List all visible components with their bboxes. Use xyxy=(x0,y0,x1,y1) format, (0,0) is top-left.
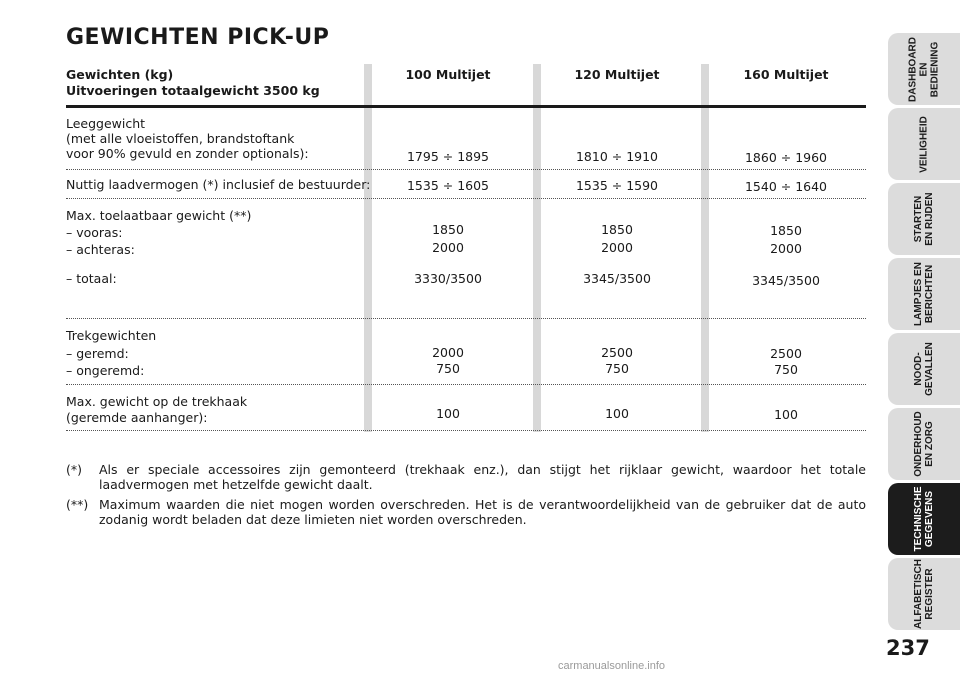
watermark: carmanualsonline.info xyxy=(558,660,666,672)
table-bottom-divider xyxy=(66,430,866,431)
header-divider xyxy=(66,105,866,108)
row-label-front-axle: – vooras: xyxy=(66,225,123,240)
row-label-braked: – geremd: xyxy=(66,346,129,361)
front-axle-160: 1850 xyxy=(770,223,802,238)
tab-safety[interactable] xyxy=(888,108,960,180)
column-header-100: 100 Multijet xyxy=(405,67,491,82)
row-divider xyxy=(66,198,866,199)
towing-unbraked-120: 750 xyxy=(605,361,629,376)
empty-weight-160: 1860 ÷ 1960 xyxy=(744,150,828,165)
towbar-load-120: 100 xyxy=(605,406,629,421)
footnote-marker: (*) xyxy=(66,462,83,477)
row-label-empty-weight-detail: (met alle vloeistoffen, brandstoftank xyxy=(66,131,295,146)
rear-axle-100: 2000 xyxy=(432,240,464,255)
page-number: 237 xyxy=(886,636,930,660)
footnote-1 xyxy=(66,462,866,494)
total-weight-100: 3330/3500 xyxy=(414,271,482,286)
header-label-versions: Uitvoeringen totaalgewicht 3500 kg xyxy=(66,83,320,98)
payload-120: 1535 ÷ 1590 xyxy=(575,178,659,193)
payload-100: 1535 ÷ 1605 xyxy=(406,178,490,193)
rear-axle-160: 2000 xyxy=(770,241,802,256)
tab-dashboard[interactable] xyxy=(888,33,960,105)
row-label-unbraked: – ongeremd: xyxy=(66,363,145,378)
tab-label: LAMPJES EN BERICHTEN xyxy=(913,262,935,326)
row-divider xyxy=(66,384,866,385)
tab-label: TECHNISCHE GEGEVENS xyxy=(913,486,935,552)
tab-starting-driving[interactable] xyxy=(888,183,960,255)
tab-label: ALFABETISCH REGISTER xyxy=(913,559,935,629)
row-label-empty-weight: Leeggewicht xyxy=(66,116,146,131)
towing-unbraked-100: 750 xyxy=(436,361,460,376)
footnote-text: Als er speciale accessoires zijn gemonteerd (trekhaak enz.), dan stijgt het rijklaar gewicht, waardoor het totale laadvermogen met hetzelfde gewicht daalt. xyxy=(99,462,866,492)
column-header-120: 120 Multijet xyxy=(574,67,660,82)
footnote-text: Maximum waarden die niet mogen worden overschreden. Het is de verantwoordelijkheid van de gebruiker dat de auto zodanig wordt beladen dat deze limieten niet worden overschreden. xyxy=(99,497,866,527)
row-divider xyxy=(66,169,866,170)
tab-label: NOOD- GEVALLEN xyxy=(913,342,935,396)
front-axle-100: 1850 xyxy=(432,222,464,237)
towing-braked-160: 2500 xyxy=(770,346,802,361)
total-weight-160: 3345/3500 xyxy=(752,273,820,288)
empty-weight-120: 1810 ÷ 1910 xyxy=(575,149,659,164)
tab-emergencies[interactable] xyxy=(888,333,960,405)
column-shade-160 xyxy=(701,64,709,432)
towbar-load-100: 100 xyxy=(436,406,460,421)
tab-index[interactable] xyxy=(888,558,960,630)
row-label-towbar-detail: (geremde aanhanger): xyxy=(66,410,208,425)
column-shade-120 xyxy=(533,64,541,432)
towing-unbraked-160: 750 xyxy=(774,362,798,377)
tab-technical-data[interactable] xyxy=(888,483,960,555)
payload-160: 1540 ÷ 1640 xyxy=(744,179,828,194)
footnote-marker: (**) xyxy=(66,497,89,512)
column-shade-100 xyxy=(364,64,372,432)
column-header-160: 160 Multijet xyxy=(743,67,829,82)
towing-braked-120: 2500 xyxy=(601,345,633,360)
tab-label: VEILIGHEID xyxy=(918,115,930,173)
page-title: GEWICHTEN PICK-UP xyxy=(66,25,330,50)
row-label-payload: Nuttig laadvermogen (*) inclusief de bestuurder: xyxy=(66,177,371,192)
rear-axle-120: 2000 xyxy=(601,240,633,255)
row-divider xyxy=(66,318,866,319)
tab-warning-lights[interactable] xyxy=(888,258,960,330)
row-label-total: – totaal: xyxy=(66,271,117,286)
footnote-2 xyxy=(66,497,866,529)
total-weight-120: 3345/3500 xyxy=(583,271,651,286)
tab-maintenance[interactable] xyxy=(888,408,960,480)
row-label-rear-axle: – achteras: xyxy=(66,242,135,257)
row-label-max-weight: Max. toelaatbaar gewicht (**) xyxy=(66,208,252,223)
tab-label: ONDERHOUD EN ZORG xyxy=(913,411,935,477)
row-label-towing: Trekgewichten xyxy=(66,328,157,343)
towbar-load-160: 100 xyxy=(774,407,798,422)
row-label-empty-weight-detail: voor 90% gevuld en zonder optionals): xyxy=(66,146,309,161)
tab-label: STARTEN EN RIJDEN xyxy=(913,192,935,246)
empty-weight-100: 1795 ÷ 1895 xyxy=(406,149,490,164)
tab-label: DASHBOARD EN BEDIENING xyxy=(907,36,941,102)
front-axle-120: 1850 xyxy=(601,222,633,237)
header-label-weights: Gewichten (kg) xyxy=(66,67,174,82)
towing-braked-100: 2000 xyxy=(432,345,464,360)
row-label-towbar: Max. gewicht op de trekhaak xyxy=(66,394,248,409)
